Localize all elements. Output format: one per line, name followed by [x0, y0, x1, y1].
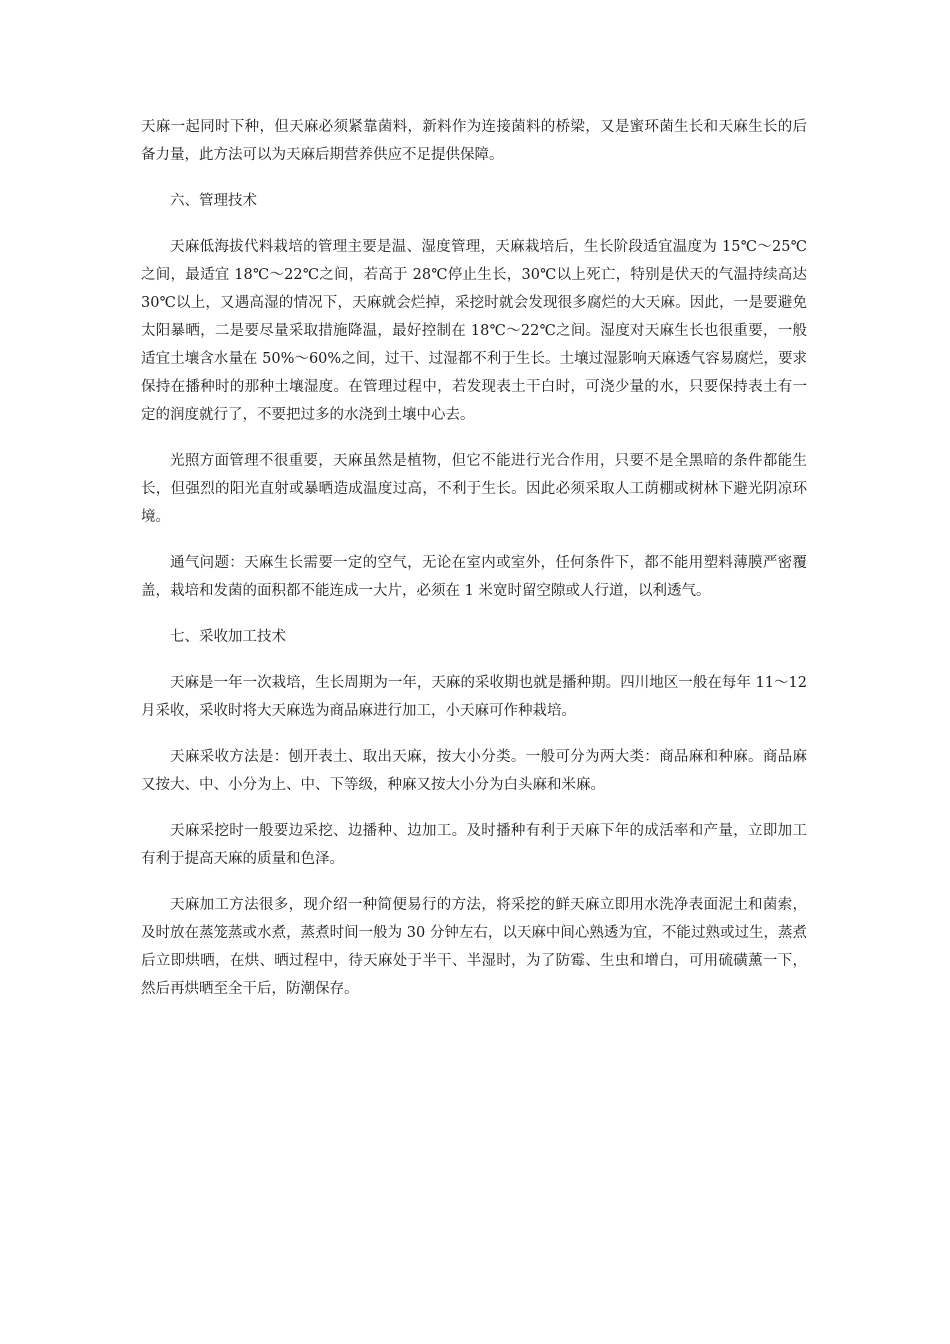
section-heading-harvest: 七、采收加工技术	[170, 629, 286, 645]
paragraph-ventilation: 通气问题：天麻生长需要一定的空气，无论在室内或室外，任何条件下，都不能用塑料薄膜严密覆盖，栽培和发菌的面积都不能连成一大片，必须在 1 米宽时留空隙或人行道，以利透气。	[141, 555, 807, 599]
section-heading-management: 六、管理技术	[170, 193, 257, 209]
paragraph-lighting: 光照方面管理不很重要，天麻虽然是植物，但它不能进行光合作用，只要不是全黑暗的条件都能生长，但强烈的阳光直射或暴晒造成温度过高，不利于生长。因此必须采取人工荫棚或树林下避光阴凉环境。	[141, 453, 807, 525]
paragraph-harvest-period: 天麻是一年一次栽培，生长周期为一年，天麻的采收期也就是播种期。四川地区一般在每年 11～12 月采收，采收时将大天麻选为商品麻进行加工，小天麻可作种栽培。	[141, 675, 807, 719]
paragraph-continuation: 天麻一起同时下种，但天麻必须紧靠菌料，新料作为连接菌料的桥梁，又是蜜环菌生长和天麻生长的后备力量，此方法可以为天麻后期营养供应不足提供保障。	[141, 119, 807, 163]
paragraph-harvest-timing: 天麻采挖时一般要边采挖、边播种、边加工。及时播种有利于天麻下年的成活率和产量，立即加工有利于提高天麻的质量和色泽。	[141, 823, 807, 867]
document-body	[141, 113, 807, 1021]
paragraph-harvest-method: 天麻采收方法是：刨开表土、取出天麻，按大小分类。一般可分为两大类：商品麻和种麻。商品麻又按大、中、小分为上、中、下等级，种麻又按大小分为白头麻和米麻。	[141, 749, 807, 793]
paragraph-processing: 天麻加工方法很多，现介绍一种简便易行的方法，将采挖的鲜天麻立即用水洗净表面泥土和菌索，及时放在蒸笼蒸或水煮，蒸煮时间一般为 30 分钟左右，以天麻中间心熟透为宜，不能过熟或过生，蒸煮后立即烘晒，在烘、晒过程中，待天麻处于半干、半湿时，为了防霉、生虫和增白，可用硫磺薰一下，然后再烘晒至全干后，防潮保存。	[141, 897, 807, 997]
paragraph-temperature-humidity: 天麻低海拔代料栽培的管理主要是温、湿度管理，天麻栽培后，生长阶段适宜温度为 15℃～25℃之间，最适宜 18℃～22℃之间，若高于 28℃停止生长，30℃以上死亡，特别是伏天的气温持续高达 30℃以上，又遇高湿的情况下，天麻就会烂掉，采挖时就会发现很多腐烂的大天麻。因此，一是要避免太阳暴晒，二是要尽量采取措施降温，最好控制在 18℃～22℃之间。湿度对天麻生长也很重要，一般适宜土壤含水量在 50%～60%之间，过干、过湿都不利于生长。土壤过湿影响天麻透气容易腐烂，要求保持在播种时的那种土壤湿度。在管理过程中，若发现表土干白时，可浇少量的水，只要保持表土有一定的润度就行了，不要把过多的水浇到土壤中心去。	[141, 239, 807, 423]
